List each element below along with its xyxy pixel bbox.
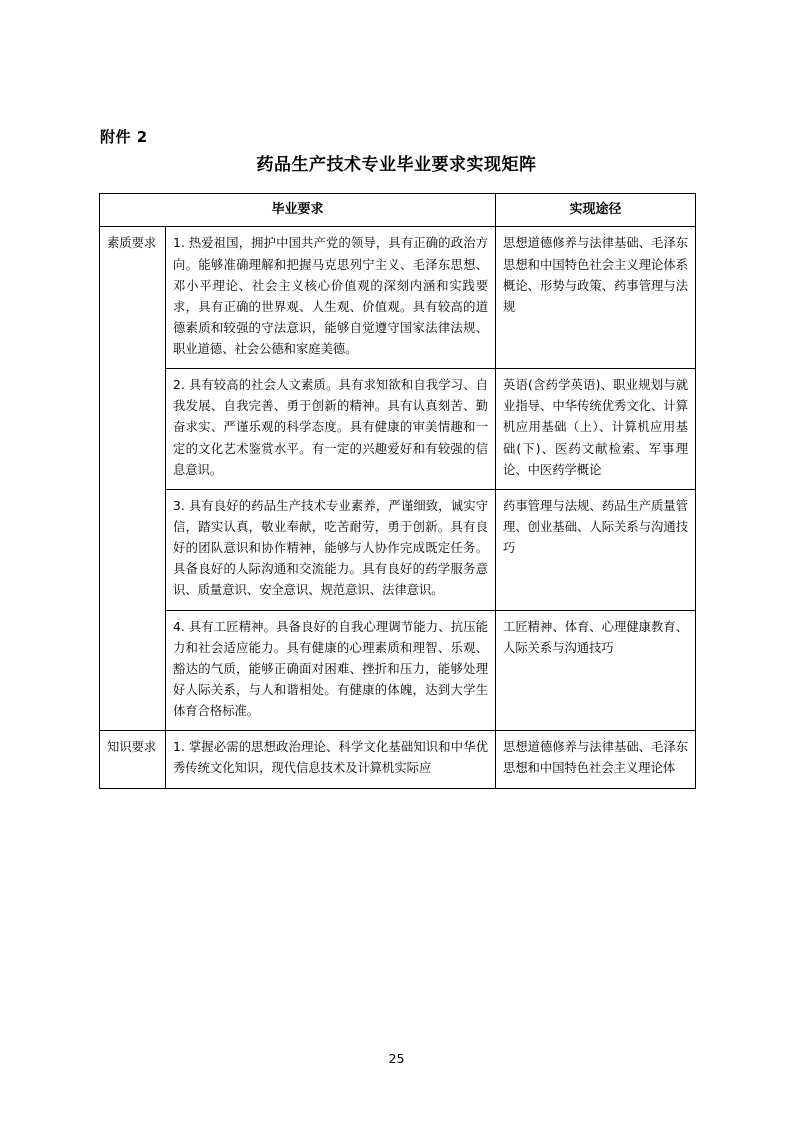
pathway-cell: 思想道德修养与法律基础、毛泽东思想和中国特色社会主义理论体 (496, 731, 696, 788)
graduation-requirement-matrix-table (99, 193, 696, 789)
pathway-cell: 工匠精神、体育、心理健康教育、人际关系与沟通技巧 (496, 610, 696, 731)
table-header-pathway: 实现途径 (496, 194, 696, 227)
requirement-cell: 2. 具有较高的社会人文素质。具有求知欲和自我学习、自我发展、自我完善、勇于创新的精神。具有认真刻苦、勤奋求实、严谨乐观的科学态度。具有健康的审美情趣和一定的文化艺术鉴赏水平。有一定的兴趣爱好和有较强的信息意识。 (166, 369, 496, 490)
pathway-cell: 思想道德修养与法律基础、毛泽东思想和中国特色社会主义理论体系概论、形势与政策、药事管理与法规 (496, 227, 696, 369)
requirement-cell: 4. 具有工匠精神。具备良好的自我心理调节能力、抗压能力和社会适应能力。具有健康的心理素质和理智、乐观、豁达的气质，能够正确面对困难、挫折和压力，能够处理好人际关系，与人和谐相处。有健康的体魄，达到大学生体育合格标准。 (166, 610, 496, 731)
requirement-cell: 1. 热爱祖国，拥护中国共产党的领导，具有正确的政治方向。能够准确理解和把握马克思列宁主义、毛泽东思想、邓小平理论、社会主义核心价值观的深刻内涵和实践要求，具有正确的世界观、人生观、价值观。具有较高的道德素质和较强的守法意识，能够自觉遵守国家法律法规、职业道德、社会公德和家庭美德。 (166, 227, 496, 369)
table-row (100, 227, 696, 369)
requirement-cell: 3. 具有良好的药品生产技术专业素养，严谨细致，诚实守信，踏实认真，敬业奉献，吃苦耐劳，勇于创新。具有良好的团队意识和协作精神，能够与人协作完成既定任务。具备良好的人际沟通和交流能力。具有良好的药学服务意识、质量意识、安全意识、规范意识、法律意识。 (166, 489, 496, 610)
category-cell-quality: 素质要求 (100, 227, 166, 731)
pathway-cell: 英语(含药学英语)、职业规划与就业指导、中华传统优秀文化、计算机应用基础（上）、计算机应用基础(下)、医药文献检索、军事理论、中医药学概论 (496, 369, 696, 490)
attachment-label: 附件 2 (100, 128, 148, 146)
table-header-requirement: 毕业要求 (100, 194, 496, 227)
table-row (100, 731, 696, 788)
table-header-row (100, 194, 696, 227)
table-row (100, 610, 696, 731)
category-cell-knowledge: 知识要求 (100, 731, 166, 788)
table-row (100, 489, 696, 610)
page-title: 药品生产技术专业毕业要求实现矩阵 (256, 155, 537, 175)
requirement-cell: 1. 掌握必需的思想政治理论、科学文化基础知识和中华优秀传统文化知识，现代信息技术及计算机实际应 (166, 731, 496, 788)
table-row (100, 369, 696, 490)
page-number: 25 (388, 1051, 405, 1066)
pathway-cell: 药事管理与法规、药品生产质量管理、创业基础、人际关系与沟通技巧 (496, 489, 696, 610)
